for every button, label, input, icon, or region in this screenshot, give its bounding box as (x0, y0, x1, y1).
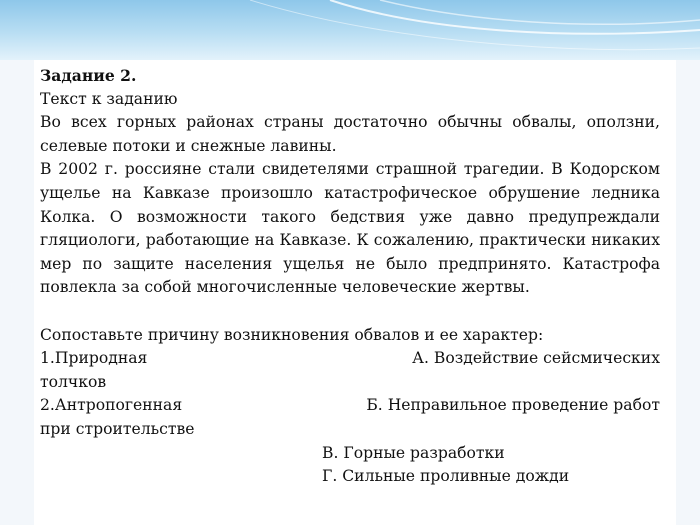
paragraph-2: В 2002 г. россияне стали свидетелями страшной трагедии. В Кодорском ущелье на Кавказе произошло катастрофическое обрушение ледника Колка. О возможности такого бедствия уже давно предупреждали гляциологи, работающие на Кавказе. К сожалению, практически никаких мер по защите населения ущелья не было предпринято. Катастрофа повлекла за собой многочисленные человеческие жертвы. (40, 160, 660, 297)
cause-natural: 1.Природная (40, 349, 148, 368)
option-b: Б. Неправильное проведение работ (366, 396, 660, 415)
match-row-2 (40, 394, 660, 418)
cause-anthropogenic: 2.Антропогенная (40, 396, 183, 415)
task-title: Задание 2. (40, 66, 137, 85)
spacer (40, 300, 660, 324)
option-a: А. Воздействие сейсмических (412, 349, 660, 368)
task-subtitle: Текст к заданию (40, 89, 178, 108)
option-b-continuation: при строительстве (40, 419, 195, 438)
match-row-1 (40, 347, 660, 371)
task-text (40, 64, 660, 489)
question: Сопоставьте причину возникновения обвалов и ее характер: (40, 325, 544, 344)
option-c: В. Горные разработки (322, 443, 505, 462)
paragraph-1: Во всех горных районах страны достаточно обычны обвалы, оползни, селевые потоки и снежные лавины. (40, 113, 660, 155)
option-d: Г. Сильные проливные дожди (322, 467, 570, 486)
wave-decoration-icon (0, 0, 700, 60)
slide-header-background (0, 0, 700, 60)
option-a-continuation: толчков (40, 372, 107, 391)
